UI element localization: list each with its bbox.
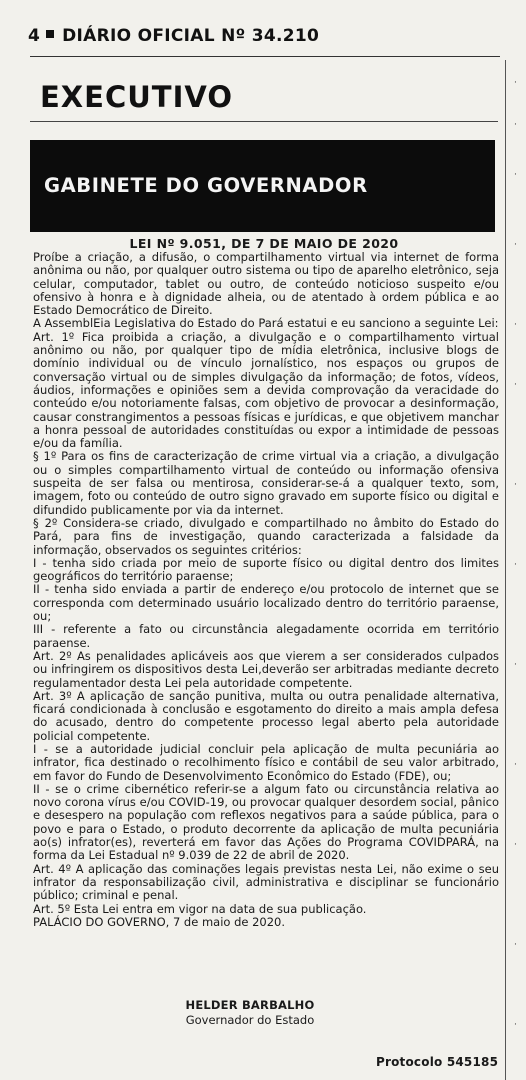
- page-header: [28, 26, 319, 46]
- section-title: EXECUTIVO: [40, 80, 233, 114]
- law-item-1: I - tenha sido criada por meio de suporte físico ou digital dentro dos limites geográficos do território paraense;: [33, 555, 499, 584]
- square-bullet-icon: [46, 30, 54, 38]
- law-place-date: PALÁCIO DO GOVERNO, 7 de maio de 2020.: [33, 914, 286, 929]
- journal-title: DIÁRIO OFICIAL Nº 34.210: [62, 26, 320, 46]
- cropped-text-fragment: ·: [514, 170, 517, 180]
- cropped-text-fragment: ·: [514, 560, 517, 570]
- law-body: [33, 251, 499, 929]
- cropped-text-fragment: ·: [514, 1020, 517, 1030]
- law-paragraph-2: § 2º Considera-se criado, divulgado e compartilhado no âmbito do Estado do Pará, para fins de investigação, quando caracterizada a falsidade da informação, observados os seguintes critérios:: [33, 515, 499, 557]
- adjacent-column-edge: [505, 60, 526, 1080]
- section-rule: [30, 121, 498, 122]
- cropped-text-fragment: ·: [514, 380, 517, 390]
- law-title: LEI Nº 9.051, DE 7 DE MAIO DE 2020: [129, 236, 399, 251]
- law-article-5: Art. 5º Esta Lei entra em vigor na data de sua publicação.: [33, 901, 367, 916]
- cropped-text-fragment: ·: [514, 240, 517, 250]
- protocol-number: Protocolo 545185: [376, 1055, 499, 1069]
- law-article-2: Art. 2º As penalidades aplicáveis aos que vierem a ser considerados culpados ou infringirem os dispositivos desta Lei,deverão ser arbitradas mediante decreto regulamentador desta Lei pela autoridade competente.: [33, 648, 499, 690]
- law-article-1: Art. 1º Fica proibida a criação, a divulgação e o compartilhamento virtual anônimo ou não, por qualquer tipo de mídia eletrônica, inclusive blogs de domínio individual ou de vínculo jornalístico, nos espaços ou grupos de conversação virtual ou de simples divulgação da informação; de fotos, vídeos, áudios, informações e opiniões sem a devida comprovação da veracidade do conteúdo e/ou notoriamente falsas, com objetivo de provocar a desinformação, causar constrangimentos a pessoas físicas e jurídicas, e que objetivem manchar a honra pessoal de autoridades constituídas ou expor a intimidade de pessoas e/ou da família.: [33, 329, 499, 451]
- law-preamble: A AssemblEia Legislativa do Estado do Pará estatui e eu sanciono a seguinte Lei:: [33, 316, 499, 331]
- office-banner: [30, 140, 495, 232]
- cropped-text-fragment: ·: [514, 320, 517, 330]
- law-article-3-item-1: I - se a autoridade judicial concluir pela aplicação de multa pecuniária ao infrator, fica destinado o recolhimento físico e contábil de seu valor arbitrado, em favor do Fundo de Desenvolvimento Econômico do Estado (FDE), ou;: [33, 741, 499, 783]
- cropped-text-fragment: ·: [514, 480, 517, 490]
- cropped-text-fragment: ·: [514, 660, 517, 670]
- cropped-text-fragment: ·: [514, 940, 517, 950]
- law-item-3: III - referente a fato ou circunstância alegadamente ocorrida em território paraense.: [33, 622, 499, 650]
- signer-name: HELDER BARBALHO: [185, 998, 315, 1012]
- law-article-3: Art. 3º A aplicação de sanção punitiva, multa ou outra penalidade alternativa, ficará condicionada à conclusão e esgotamento do direito a mais ampla defesa do acusado, dentro do competente processo legal aberto pela autoridade policial competente.: [33, 688, 499, 743]
- office-title: GABINETE DO GOVERNADOR: [44, 174, 368, 197]
- law-item-2: II - tenha sido enviada a partir de endereço e/ou protocolo de internet que se corresponda com determinado usuário localizado dentro do território paraense, ou;: [33, 582, 499, 624]
- cropped-text-fragment: ·: [514, 840, 517, 850]
- signer-role: Governador do Estado: [185, 1013, 315, 1027]
- page-number: 4: [28, 26, 41, 46]
- law-summary: Proíbe a criação, a difusão, o compartilhamento virtual via internet de forma anônima ou não, por qualquer outro sistema ou tipo de aparelho eletrônico, seja celular, computador, tablet ou outro, de conteúdo noticioso suspeito e/ou ofensivo à honra e à dignidade alheia, ou de atentado à ordem pública e ao Estado Democrático de Direito.: [33, 250, 499, 318]
- cropped-text-fragment: ·: [514, 760, 517, 770]
- law-article-3-item-2: II - se o crime cibernético referir-se a algum fato ou circunstância relativa ao novo corona vírus e/ou COVID-19, ou provocar qualquer desordem social, pânico e desespero na população com reflexos negativos para a saúde pública, para o povo e para o Estado, o produto decorrente da aplicação de multa pecuniária ao(s) infrator(es), reverterá em favor das Ações do Programa COVIDPARÁ, na forma da Lei Estadual nº 9.039 de 22 de abril de 2020.: [33, 781, 499, 863]
- cropped-text-fragment: ·: [514, 120, 517, 130]
- header-rule: [30, 56, 500, 57]
- law-article-4: Art. 4º A aplicação das cominações legais previstas nesta Lei, não exime o seu infrator da responsabilização civil, administrativa e disciplinar se funcionário público; criminal e penal.: [33, 861, 499, 903]
- cropped-text-fragment: ·: [514, 78, 517, 88]
- law-paragraph-1: § 1º Para os fins de caracterização de crime virtual via a criação, a divulgação ou o simples compartilhamento virtual de conteúdo ou informação ofensiva suspeita de ser falsa ou mentirosa, considerar-se-á a qualquer texto, som, imagem, foto ou conteúdo de outro signo gravado em suporte físico ou digital e difundido publicamente por via da internet.: [33, 449, 499, 517]
